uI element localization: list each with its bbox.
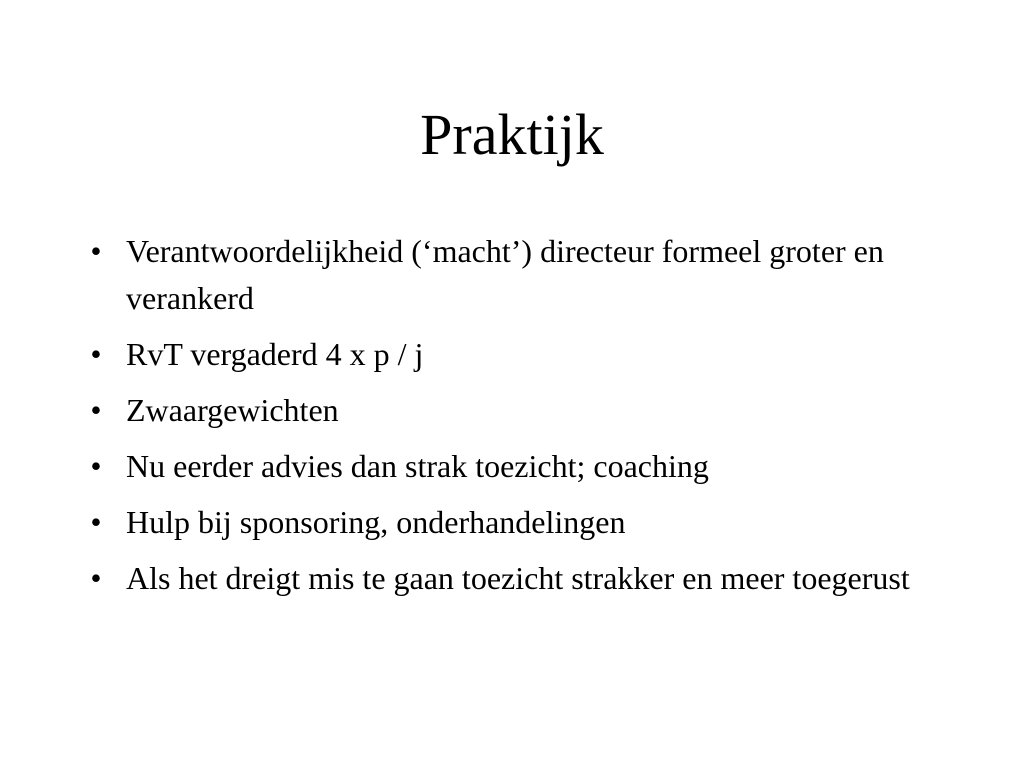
bullet-text: RvT vergaderd 4 x p / j <box>126 336 424 372</box>
slide-title: Praktijk <box>420 102 604 167</box>
bullet-text: Nu eerder advies dan strak toezicht; coaching <box>126 448 709 484</box>
bullet-item <box>90 499 946 546</box>
bullet-icon: • <box>90 336 102 372</box>
bullet-item <box>90 228 946 322</box>
bullet-icon: • <box>90 392 102 428</box>
bullet-item <box>90 555 946 602</box>
bullet-text: Als het dreigt mis te gaan toezicht strakker en meer toegerust <box>126 560 910 596</box>
bullet-item <box>90 387 946 434</box>
bullet-item <box>90 443 946 490</box>
bullet-text: Verantwoordelijkheid (‘macht’) directeur formeel groter en verankerd <box>126 233 884 316</box>
bullet-icon: • <box>90 448 102 484</box>
bullet-icon: • <box>90 233 102 269</box>
bullet-list <box>90 228 946 611</box>
bullet-text: Zwaargewichten <box>126 392 339 428</box>
bullet-item <box>90 331 946 378</box>
bullet-text: Hulp bij sponsoring, onderhandelingen <box>126 504 626 540</box>
bullet-icon: • <box>90 560 102 596</box>
bullet-icon: • <box>90 504 102 540</box>
